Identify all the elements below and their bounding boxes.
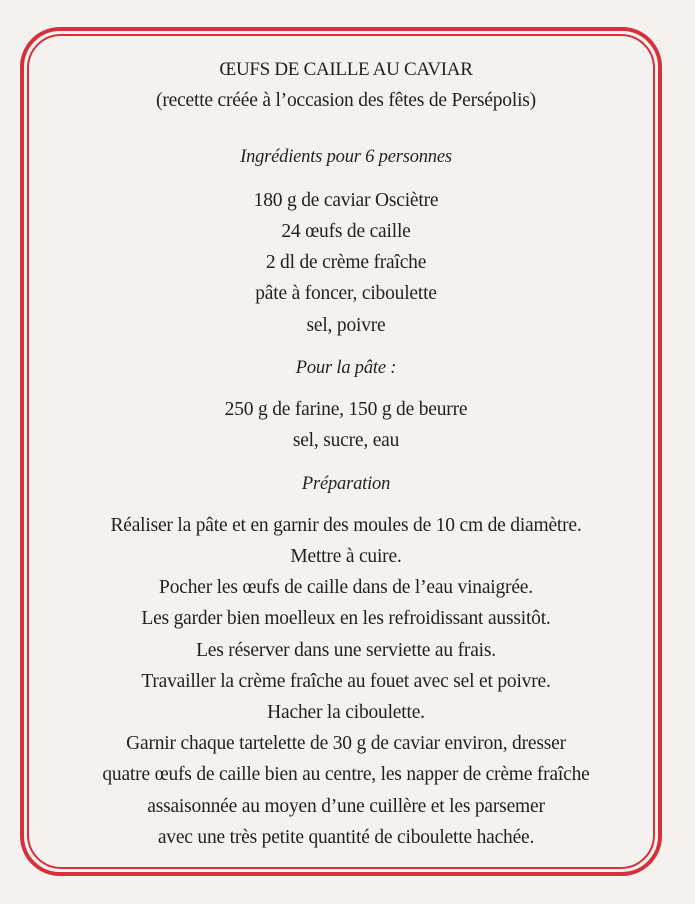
dough-line: 250 g de farine, 150 g de beurre [224,399,468,420]
preparation-line: quatre œufs de caille bien au centre, les napper de crème fraîche [102,764,590,785]
ingredients-heading: Ingrédients pour 6 personnes [240,147,452,167]
preparation-line: assaisonnée au moyen d’une cuillère et les parsemer [147,796,545,817]
preparation-line: Réaliser la pâte et en garnir des moules de 10 cm de diamètre. [110,515,582,536]
ingredient-line: 2 dl de crème fraîche [265,252,427,273]
preparation-line: Les réserver dans une serviette au frais. [196,640,496,661]
preparation-line: Pocher les œufs de caille dans de l’eau vinaigrée. [159,577,533,598]
ingredient-line: 24 œufs de caille [281,221,411,242]
preparation-heading: Préparation [301,474,391,494]
ingredient-line: sel, poivre [306,315,386,336]
preparation-line: Travailler la crème fraîche au fouet avec sel et poivre. [141,671,551,692]
ingredient-line: 180 g de caviar Osciètre [253,190,439,211]
dough-line: sel, sucre, eau [292,430,400,451]
recipe-title: ŒUFS DE CAILLE AU CAVIAR [219,59,473,80]
preparation-line: Garnir chaque tartelette de 30 g de caviar environ, dresser [126,733,566,754]
recipe-subtitle: (recette créée à l’occasion des fêtes de Persépolis) [156,90,536,111]
preparation-line: Mettre à cuire. [290,546,402,567]
dough-heading: Pour la pâte : [295,358,397,378]
preparation-line: avec une très petite quantité de ciboulette hachée. [157,827,535,848]
ingredient-line: pâte à foncer, ciboulette [255,283,437,304]
preparation-line: Hacher la ciboulette. [267,702,425,723]
preparation-line: Les garder bien moelleux en les refroidissant aussitôt. [141,608,551,629]
